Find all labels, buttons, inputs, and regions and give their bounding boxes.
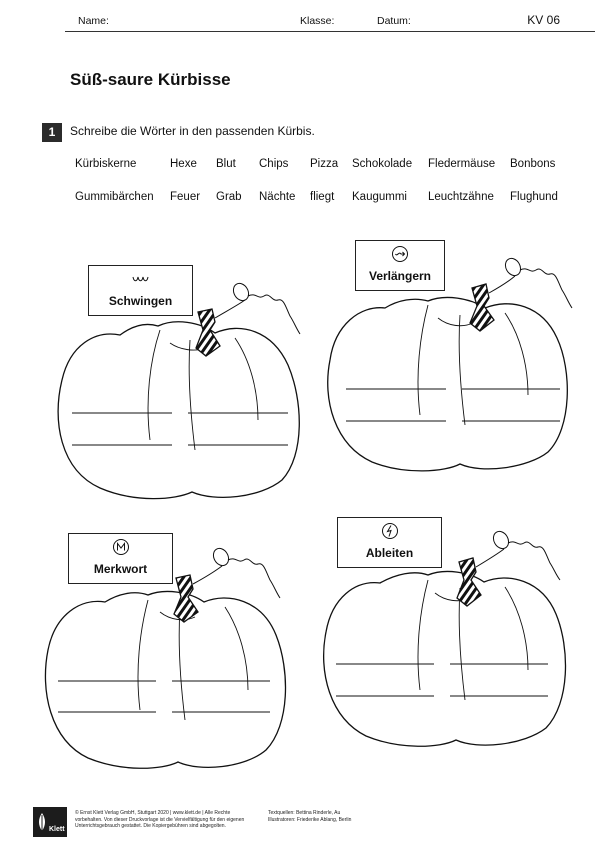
verlaengern-symbol-icon [391,245,409,263]
pumpkin-label: Merkwort [93,562,148,576]
word-item: Blut [216,158,236,170]
word-item: Hexe [170,158,197,170]
copyright-text [75,810,244,830]
pumpkin-label: Verlängern [368,269,432,283]
logo-text: Klett [49,826,65,833]
word-item: Schokolade [352,158,413,170]
ableiten-symbol-icon [381,522,399,540]
page-title: Süß-saure Kürbisse [70,70,231,89]
word-item: Nächte [259,191,296,203]
klett-logo [33,807,67,837]
copyright-line: © Ernst Klett Verlag GmbH, Stuttgart 2020 | www.klett.de | Alle Rechte [75,810,231,816]
pumpkin-label: Ableiten [365,546,414,560]
word-item: Pizza [310,158,339,170]
credits-line: Textquellen: Bettina Rinderle, Au [268,810,341,816]
word-item: Feuer [170,191,201,203]
pumpkin-label: Schwingen [108,294,173,308]
merkwort-symbol-icon [112,538,130,556]
word-item: fliegt [310,191,335,203]
word-item: Bonbons [510,158,556,170]
task-number: 1 [42,123,62,142]
word-item: Kürbiskerne [75,158,137,170]
label-box-merkwort [68,533,173,584]
class-label: Klasse: [300,15,335,27]
word-item: Chips [259,158,289,170]
name-label: Name: [78,15,109,27]
credits-line: Illustratoren: Friederike Ablang, Berlin [268,816,352,823]
credits-text [268,810,351,823]
copyright-line: Unterrichtsgebrauch gestattet. Die Kopiergebühren sind abgegolten. [75,823,226,829]
task-instruction: Schreibe die Wörter in den passenden Kürbis. [70,124,315,138]
word-item: Gummibärchen [75,191,154,203]
word-item: Grab [216,191,242,203]
copyright-line: vorbehalten. Von dieser Druckvorlage ist die Vervielfältigung für den eigenen [75,816,245,823]
schwingen-symbol-icon [131,274,151,284]
date-label: Datum: [377,15,411,27]
word-item: Leuchtzähne [428,191,494,203]
word-item: Kaugummi [352,191,407,203]
klett-leaf-icon [36,811,48,833]
word-item: Flughund [510,191,558,203]
worksheet-code: KV 06 [527,13,560,27]
label-box-schwingen [88,265,193,316]
label-box-ableiten [337,517,442,568]
label-box-verlaengern [355,240,445,291]
word-item: Fledermäuse [428,158,496,170]
